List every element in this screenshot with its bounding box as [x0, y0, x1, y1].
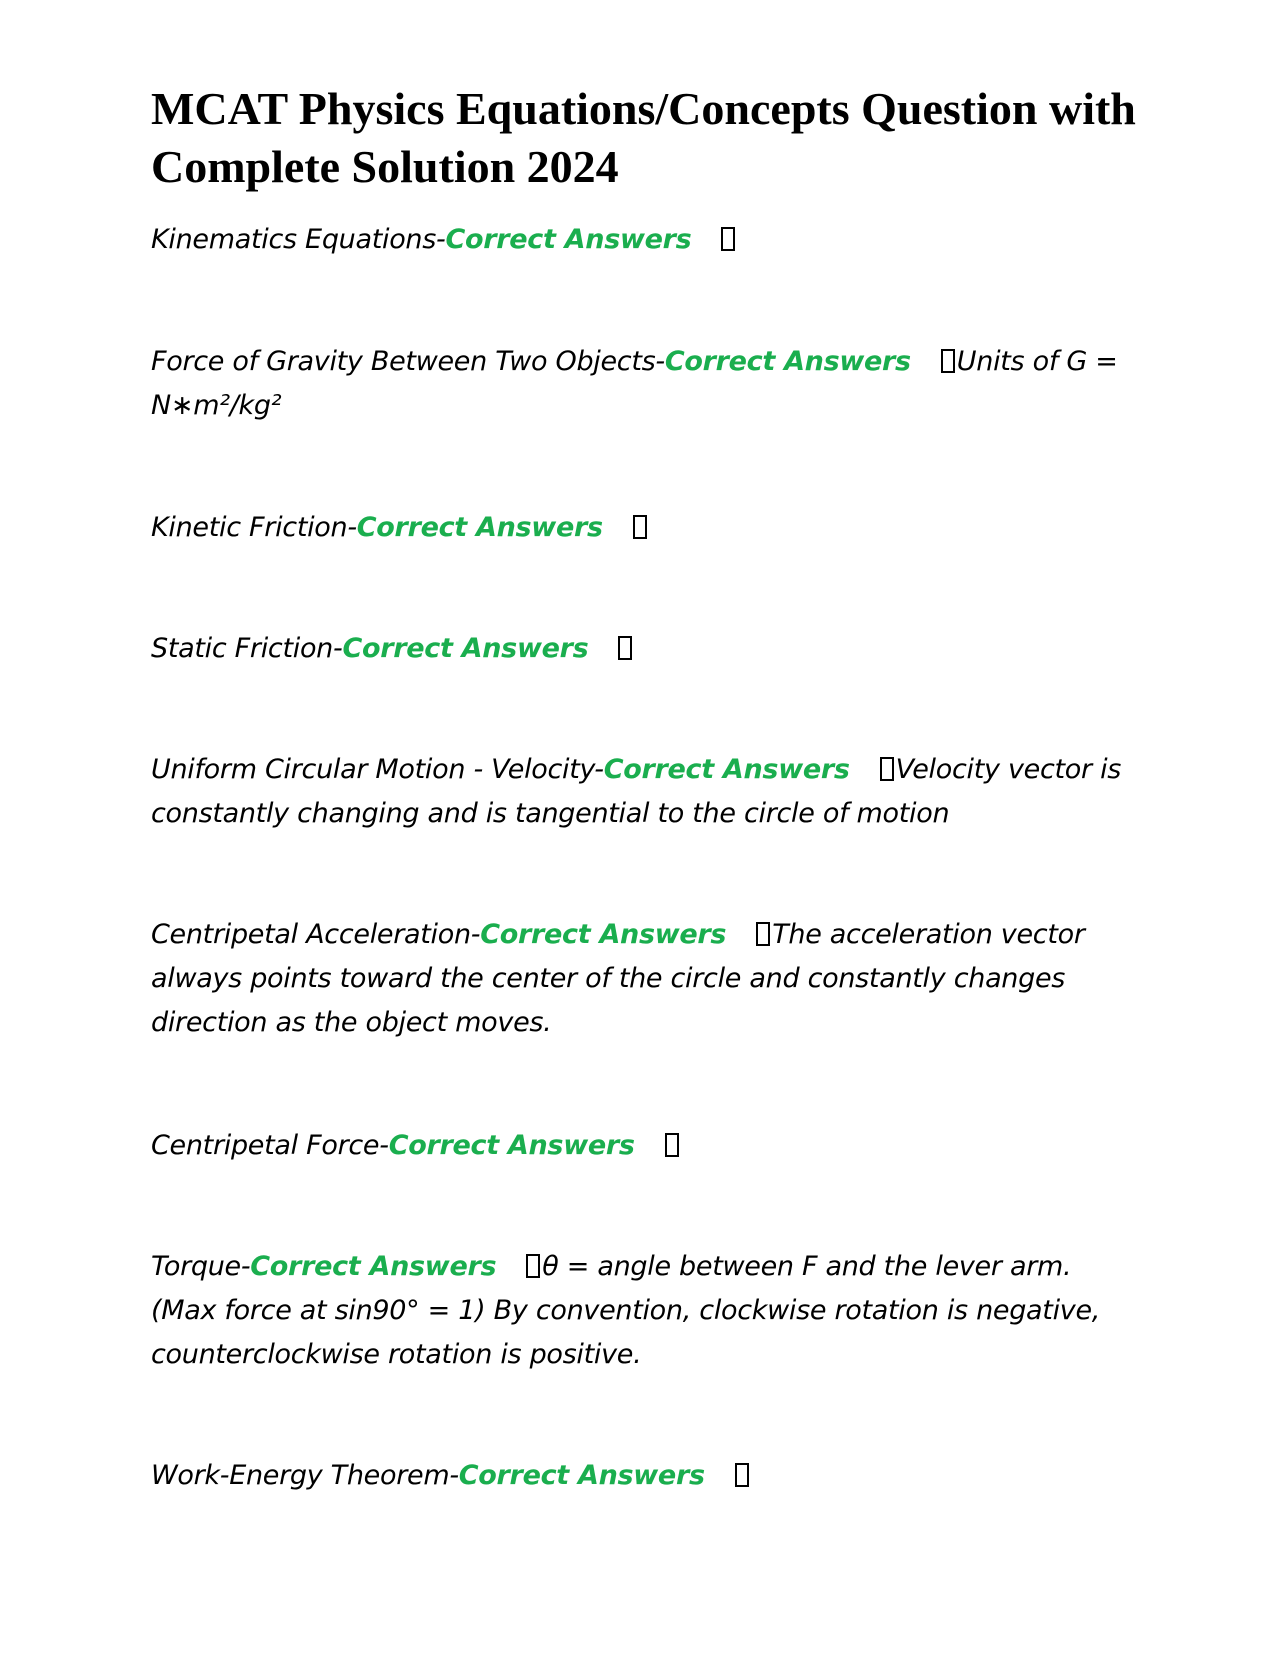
entry-detail: θ = angle between F and the lever arm. (Max force at sin90° = 1) By convention, clockwise rotation is negative, counterclockwise rotation is positive.: [151, 1251, 1101, 1370]
entry-term: Work-Energy Theorem-: [151, 1460, 459, 1491]
correct-answers-label: Correct Answers: [356, 512, 603, 543]
qa-entry: [151, 627, 1136, 671]
entry-term: Kinematics Equations-: [151, 224, 446, 255]
document-title: MCAT Physics Equations/Concepts Question with Complete Solution 2024: [151, 83, 1136, 192]
correct-answers-label: Correct Answers: [603, 754, 850, 785]
qa-entry: [151, 340, 1136, 428]
missing-glyph-box-icon: [880, 757, 894, 781]
qa-entry: [151, 506, 1136, 550]
missing-glyph-box-icon: [735, 1463, 749, 1487]
qa-entry: [151, 748, 1136, 836]
entry-term: Uniform Circular Motion - Velocity-: [151, 754, 604, 785]
entry-term: Torque-: [151, 1251, 251, 1282]
entry-term: Centripetal Acceleration-: [151, 919, 481, 950]
correct-answers-label: Correct Answers: [342, 633, 589, 664]
qa-entry: [151, 1245, 1136, 1377]
qa-entry: [151, 913, 1136, 1045]
correct-answers-label: Correct Answers: [445, 224, 692, 255]
entry-term: Static Friction-: [151, 633, 343, 664]
entry-term: Kinetic Friction-: [151, 512, 357, 543]
missing-glyph-box-icon: [618, 636, 632, 660]
qa-entry: [151, 1124, 1136, 1168]
missing-glyph-box-icon: [756, 922, 770, 946]
entry-detail: Velocity vector is constantly changing and is tangential to the circle of motion: [151, 754, 1122, 829]
missing-glyph-box-icon: [526, 1254, 540, 1278]
missing-glyph-box-icon: [665, 1133, 679, 1157]
qa-entry: [151, 218, 1136, 262]
missing-glyph-box-icon: [941, 349, 955, 373]
correct-answers-label: Correct Answers: [388, 1130, 635, 1161]
qa-entry: [151, 1454, 1136, 1498]
entry-detail: Units of G = N∗m²/kg²: [151, 346, 1118, 421]
correct-answers-label: Correct Answers: [480, 919, 727, 950]
missing-glyph-box-icon: [633, 515, 647, 539]
correct-answers-label: Correct Answers: [458, 1460, 705, 1491]
entry-detail: The acceleration vector always points toward the center of the circle and constantly changes direction as the object moves.: [151, 919, 1085, 1038]
entry-term: Force of Gravity Between Two Objects-: [151, 346, 665, 377]
entry-term: Centripetal Force-: [151, 1130, 389, 1161]
correct-answers-label: Correct Answers: [664, 346, 911, 377]
correct-answers-label: Correct Answers: [250, 1251, 497, 1282]
missing-glyph-box-icon: [721, 227, 735, 251]
